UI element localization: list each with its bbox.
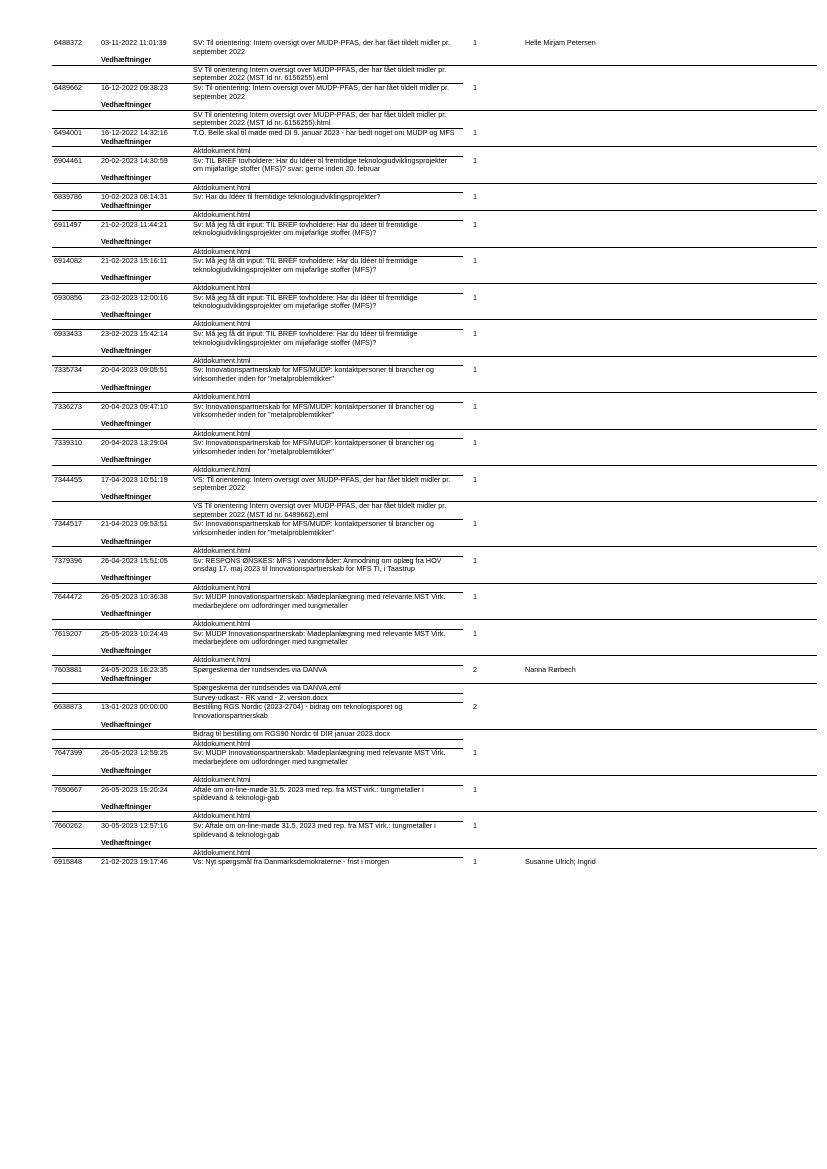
attachment-file[interactable]: Aktdokument.html — [52, 584, 463, 594]
attachments-header: Vedhæftninger — [52, 803, 817, 813]
attachment-file[interactable]: VS Til orientering Intern oversigt over MUDP-PFAS, der har fået tildelt midler pr. september 2022 (MST Id nr. 6489662).eml — [52, 502, 463, 520]
attachment-file[interactable]: Aktdokument.html — [52, 184, 463, 194]
journal-record — [52, 703, 817, 749]
record-attachment-count: 1 — [473, 38, 477, 47]
record-attachment-count: 1 — [473, 748, 477, 758]
record-row — [52, 439, 817, 456]
attachment-file[interactable]: Aktdokument.html — [52, 393, 463, 403]
journal-listing — [52, 39, 817, 867]
journal-record — [52, 221, 817, 257]
record-id: 7335734 — [54, 365, 82, 375]
record-row — [52, 257, 817, 274]
record-id: 6911497 — [54, 219, 82, 229]
record-id: 7647399 — [54, 748, 82, 758]
record-date: 26-05-2023 10:36:38 — [101, 592, 168, 602]
record-attachment-count: 1 — [473, 784, 477, 794]
record-row — [52, 366, 817, 383]
record-date: 23-02-2023 12:00:16 — [101, 292, 168, 302]
record-date: 26-04-2023 15:51:05 — [101, 555, 168, 565]
attachment-file[interactable]: Aktdokument.html — [52, 430, 463, 440]
record-id: 6933433 — [54, 329, 82, 338]
journal-record — [52, 630, 817, 666]
record-id: 7344455 — [54, 474, 82, 484]
record-date: 20-04-2023 09:05:51 — [101, 365, 168, 375]
record-date: 20-04-2023 13:29:04 — [101, 438, 168, 448]
record-date: 23-02-2023 15:42:14 — [101, 329, 168, 338]
record-id: 7650667 — [54, 784, 82, 794]
attachment-file[interactable]: Aktdokument.html — [52, 656, 463, 666]
record-subject: VS: Til orientering: Intern oversigt over MUDP-PFAS, der har fået tildelt midler pr. september 2022 — [193, 474, 451, 493]
record-row — [52, 330, 817, 347]
record-id: 7644472 — [54, 592, 82, 602]
record-attachment-count: 2 — [473, 664, 477, 674]
record-date: 26-05-2023 15:20:24 — [101, 784, 168, 794]
record-id: 7336273 — [54, 401, 82, 411]
record-id: 6930856 — [54, 292, 82, 302]
attachments-header: Vedhæftninger — [52, 420, 817, 430]
attachment-file[interactable]: Aktdokument.html — [52, 776, 463, 786]
attachments-header: Vedhæftninger — [52, 493, 817, 503]
record-date: 21-02-2023 11:44:21 — [101, 219, 168, 229]
journal-record — [52, 330, 817, 366]
attachment-file[interactable]: Aktdokument.html — [52, 320, 463, 330]
record-subject: T.O. Belle skal til møde med DI 9. januar 2023 - har bedt noget om MUDP og MFS — [193, 127, 455, 137]
attachment-file[interactable]: Bidrag til bestilling om RGS90 Nordic til DIR januar 2023.docx — [52, 730, 463, 740]
record-row — [52, 822, 817, 839]
record-row — [52, 593, 817, 610]
record-subject: Sv: TIL BREF tovholdere: Har du Idéer til fremtidige teknologiudviklingsprojekter om mijøfarlige stoffer (MFS)? svar: gerne inden 20. februar — [193, 155, 448, 174]
record-row — [52, 630, 817, 647]
record-date: 24-05-2023 16:23:35 — [101, 664, 168, 674]
attachments-header: Vedhæftninger — [52, 839, 817, 849]
record-subject: Sv: MUDP Innovationspartnerskab: Mødeplanlægning med relevante MST Virk. medarbejdere om udfordringer med tungmetaller — [193, 628, 446, 647]
attachment-file[interactable]: Aktdokument.html — [52, 849, 463, 859]
record-id: 7660262 — [54, 821, 82, 831]
record-date: 16-12-2022 14:32:16 — [101, 127, 168, 137]
record-row — [52, 520, 817, 537]
record-subject: Sv: Må jeg få dit input: TIL BREF tovholdere: Har du Idéer til fremtidige teknologiudviklingsprojekter om mijøfarlige stoffer (MFS)? — [193, 256, 418, 274]
record-attachment-count: 1 — [473, 474, 477, 484]
attachment-file[interactable]: Spørgeskema der rundsendes via DANVA.eml — [52, 684, 463, 694]
journal-record — [52, 439, 817, 475]
attachment-file[interactable]: Aktdokument.html — [52, 248, 463, 258]
record-person: Susanne Ulrich; Ingrid — [525, 857, 596, 867]
record-subject: Sv: RESPONS ØNSKES: MFS i vandområder: Anmodning om oplæg fra HOV onsdag 17. maj 2023 til Innovationspartnerskab for MFS TI, i Taastrup — [193, 555, 442, 574]
record-row — [52, 703, 817, 720]
record-attachment-count: 1 — [473, 256, 477, 266]
record-row — [52, 476, 817, 493]
record-subject: Spørgeskema der rundsendes via DANVA — [193, 664, 328, 674]
record-date: 26-05-2023 12:59:25 — [101, 748, 168, 758]
record-row — [52, 557, 817, 574]
record-subject: Vs: Nyt spørgsmål fra Danmarksdemokraterne - frist i morgen — [193, 857, 390, 867]
record-id: 6489662 — [54, 82, 82, 92]
attachment-file[interactable]: Aktdokument.html — [52, 740, 463, 750]
record-row — [52, 193, 817, 202]
record-id: 7379396 — [54, 555, 82, 565]
record-date: 21-02-2023 15:16:11 — [101, 256, 168, 266]
record-row — [52, 221, 817, 238]
attachments-header: Vedhæftninger — [52, 274, 817, 284]
journal-record — [52, 858, 817, 867]
record-date: 17-04-2023 10:51:19 — [101, 474, 168, 484]
record-id: 7339310 — [54, 438, 82, 448]
attachments-header: Vedhæftninger — [52, 101, 817, 111]
record-attachment-count: 1 — [473, 365, 477, 375]
record-subject: Sv: Aftale om on-line-møde 31.5. 2023 med rep. fra MST virk.: tungmetaller i spildevand & teknologi-gab — [193, 821, 436, 839]
record-id: 6915848 — [54, 857, 82, 867]
journal-record — [52, 666, 817, 703]
attachments-header: Vedhæftninger — [52, 647, 817, 657]
journal-record — [52, 157, 817, 193]
attachments-header: Vedhæftninger — [52, 238, 817, 248]
attachments-header: Vedhæftninger — [52, 347, 817, 357]
record-attachment-count: 1 — [473, 127, 477, 137]
attachments-header: Vedhæftninger — [52, 538, 817, 548]
record-attachment-count: 1 — [473, 292, 477, 302]
attachments-header: Vedhæftninger — [52, 574, 817, 584]
journal-record — [52, 366, 817, 402]
journal-record — [52, 403, 817, 439]
attachments-header: Vedhæftninger — [52, 202, 817, 212]
record-row — [52, 39, 817, 56]
journal-record — [52, 257, 817, 293]
record-row — [52, 749, 817, 766]
attachment-file[interactable]: Aktdokument.html — [52, 812, 463, 822]
attachments-header: Vedhæftninger — [52, 138, 817, 148]
journal-record — [52, 476, 817, 521]
record-id: 6488372 — [54, 38, 82, 47]
journal-record — [52, 557, 817, 593]
attachments-header: Vedhæftninger — [52, 174, 817, 184]
attachment-file[interactable]: Aktdokument.html — [52, 147, 463, 157]
record-attachment-count: 1 — [473, 821, 477, 831]
journal-record — [52, 593, 817, 629]
record-person: Nanna Rørbech — [525, 664, 576, 674]
record-subject: Aftale om on-line-møde 31.5. 2023 med rep. fra MST virk.: tungmetaller i spildevand & teknologi-gab — [193, 784, 424, 803]
record-date: 03-11-2022 11:01:39 — [101, 38, 167, 47]
attachment-file[interactable]: Aktdokument.html — [52, 620, 463, 630]
record-attachment-count: 1 — [473, 219, 477, 229]
record-date: 21-04-2023 09:53:51 — [101, 519, 168, 529]
record-subject: Sv: Har du Idéer til fremtidige teknologiudviklingsprojekter? — [193, 192, 381, 202]
record-subject: Bestilling RGS Nordic (2023-2704) - bidrag om teknologisporet og Innovationspartnerskab — [193, 702, 403, 720]
record-date: 25-05-2023 10:24:49 — [101, 628, 168, 638]
attachment-file[interactable]: Aktdokument.html — [52, 466, 463, 476]
record-attachment-count: 1 — [473, 555, 477, 565]
record-subject: Sv: Innovationspartnerskab for MFS/MUDP: kontaktpersoner til brancher og virksomheder inden for "metalproblemtikker" — [193, 365, 434, 383]
journal-record — [52, 749, 817, 785]
record-id: 6904461 — [54, 155, 82, 165]
attachment-file[interactable]: Aktdokument.html — [52, 284, 463, 294]
attachment-file[interactable]: Survey-udkast - RK vand - 2. version.docx — [52, 694, 463, 704]
record-date: 20-04-2023 09:47:10 — [101, 401, 168, 411]
attachment-file[interactable]: SV Til orientering Intern oversigt over MUDP-PFAS, der har fået tildelt midler pr. september 2022 (MST Id nr. 6156255).html — [52, 111, 463, 129]
record-row — [52, 129, 817, 138]
record-date: 21-02-2023 19:17:46 — [101, 857, 168, 867]
record-attachment-count: 1 — [473, 192, 477, 202]
attachment-file[interactable]: Aktdokument.html — [52, 357, 463, 367]
record-date: 10-02-2023 08:14:31 — [101, 192, 168, 202]
attachment-file[interactable]: SV Til orientering Intern oversigt over MUDP-PFAS, der har fået tildelt midler pr. september 2022 (MST Id nr. 6156255).eml — [52, 66, 463, 84]
record-subject: SV: Til orientering: Intern oversigt over MUDP-PFAS, der har fået tildelt midler pr. september 2022 — [193, 38, 450, 56]
record-attachment-count: 1 — [473, 155, 477, 165]
record-subject: Sv: Innovationspartnerskab for MFS/MUDP: kontaktpersoner til brancher og virksomheder inden for "metalproblemtikker" — [193, 519, 434, 538]
record-date: 20-02-2023 14:30:59 — [101, 155, 168, 165]
attachments-header: Vedhæftninger — [52, 721, 817, 731]
record-attachment-count: 1 — [473, 329, 477, 338]
record-id: 7603881 — [54, 664, 82, 674]
record-subject: Sv: Må jeg få dit input: TIL BREF tovholdere: Har du Idéer til fremtidige teknologiudviklingsprojekter om mijøfarlige stoffer (MFS)? — [193, 292, 418, 311]
record-attachment-count: 1 — [473, 438, 477, 448]
record-id: 6839786 — [54, 192, 82, 202]
record-subject: Sv: MUDP Innovationspartnerskab: Mødeplanlægning med relevante MST Virk. medarbejdere om udfordringer med tungmetaller — [193, 592, 446, 610]
record-subject: Sv: Innovationspartnerskab for MFS/MUDP: kontaktpersoner til brancher og virksomheder inden for "metalproblemtikker" — [193, 401, 434, 420]
journal-record — [52, 294, 817, 330]
record-subject: Sv: Innovationspartnerskab for MFS/MUDP: kontaktpersoner til brancher og virksomheder inden for "metalproblemtikker" — [193, 438, 434, 456]
record-subject: Sv: Må jeg få dit input: TIL BREF tovholdere: Har du Idéer til fremtidige teknologiudviklingsprojekter om mijøfarlige stoffer (MFS)? — [193, 219, 418, 238]
attachments-header: Vedhæftninger — [52, 675, 817, 685]
record-attachment-count: 1 — [473, 857, 477, 867]
attachment-file[interactable]: Aktdokument.html — [52, 547, 463, 557]
journal-record — [52, 39, 817, 84]
record-attachment-count: 1 — [473, 592, 477, 602]
record-date: 30-05-2023 12:57:16 — [101, 821, 168, 831]
record-id: 6638873 — [54, 702, 82, 712]
journal-record — [52, 129, 817, 157]
attachments-header: Vedhæftninger — [52, 456, 817, 466]
journal-record — [52, 84, 817, 129]
record-row — [52, 294, 817, 311]
attachments-header: Vedhæftninger — [52, 384, 817, 394]
record-attachment-count: 1 — [473, 519, 477, 529]
record-row — [52, 403, 817, 420]
journal-record — [52, 822, 817, 858]
record-person: Helle Mirjam Petersen — [525, 38, 596, 47]
record-attachment-count: 1 — [473, 82, 477, 92]
attachments-header: Vedhæftninger — [52, 767, 817, 777]
attachments-header: Vedhæftninger — [52, 311, 817, 321]
record-row — [52, 786, 817, 803]
record-row — [52, 858, 817, 867]
record-row — [52, 157, 817, 174]
record-id: 6914082 — [54, 256, 82, 266]
journal-record — [52, 520, 817, 556]
journal-record — [52, 193, 817, 221]
record-row — [52, 84, 817, 101]
journal-record — [52, 786, 817, 822]
attachments-header: Vedhæftninger — [52, 56, 817, 66]
record-id: 6494001 — [54, 127, 82, 137]
record-date: 16-12-2022 09:38:23 — [101, 82, 168, 92]
record-attachment-count: 2 — [473, 702, 477, 712]
attachments-header: Vedhæftninger — [52, 610, 817, 620]
record-attachment-count: 1 — [473, 401, 477, 411]
attachment-file[interactable]: Aktdokument.html — [52, 211, 463, 221]
record-id: 7344517 — [54, 519, 82, 529]
record-subject: Sv: Til orientering: Intern oversigt over MUDP-PFAS, der har fået tildelt midler pr. september 2022 — [193, 82, 450, 101]
record-date: 13-01-2023 00:00:00 — [101, 702, 168, 712]
record-id: 7619207 — [54, 628, 82, 638]
record-attachment-count: 1 — [473, 628, 477, 638]
record-subject: Sv: Må jeg få dit input: TIL BREF tovholdere: Har du Idéer til fremtidige teknologiudviklingsprojekter om mijøfarlige stoffer (MFS)? — [193, 329, 418, 347]
record-row — [52, 666, 817, 675]
record-subject: Sv: MUDP Innovationspartnerskab: Mødeplanlægning med relevante MST Virk. medarbejdere om udfordringer med tungmetaller — [193, 748, 446, 766]
